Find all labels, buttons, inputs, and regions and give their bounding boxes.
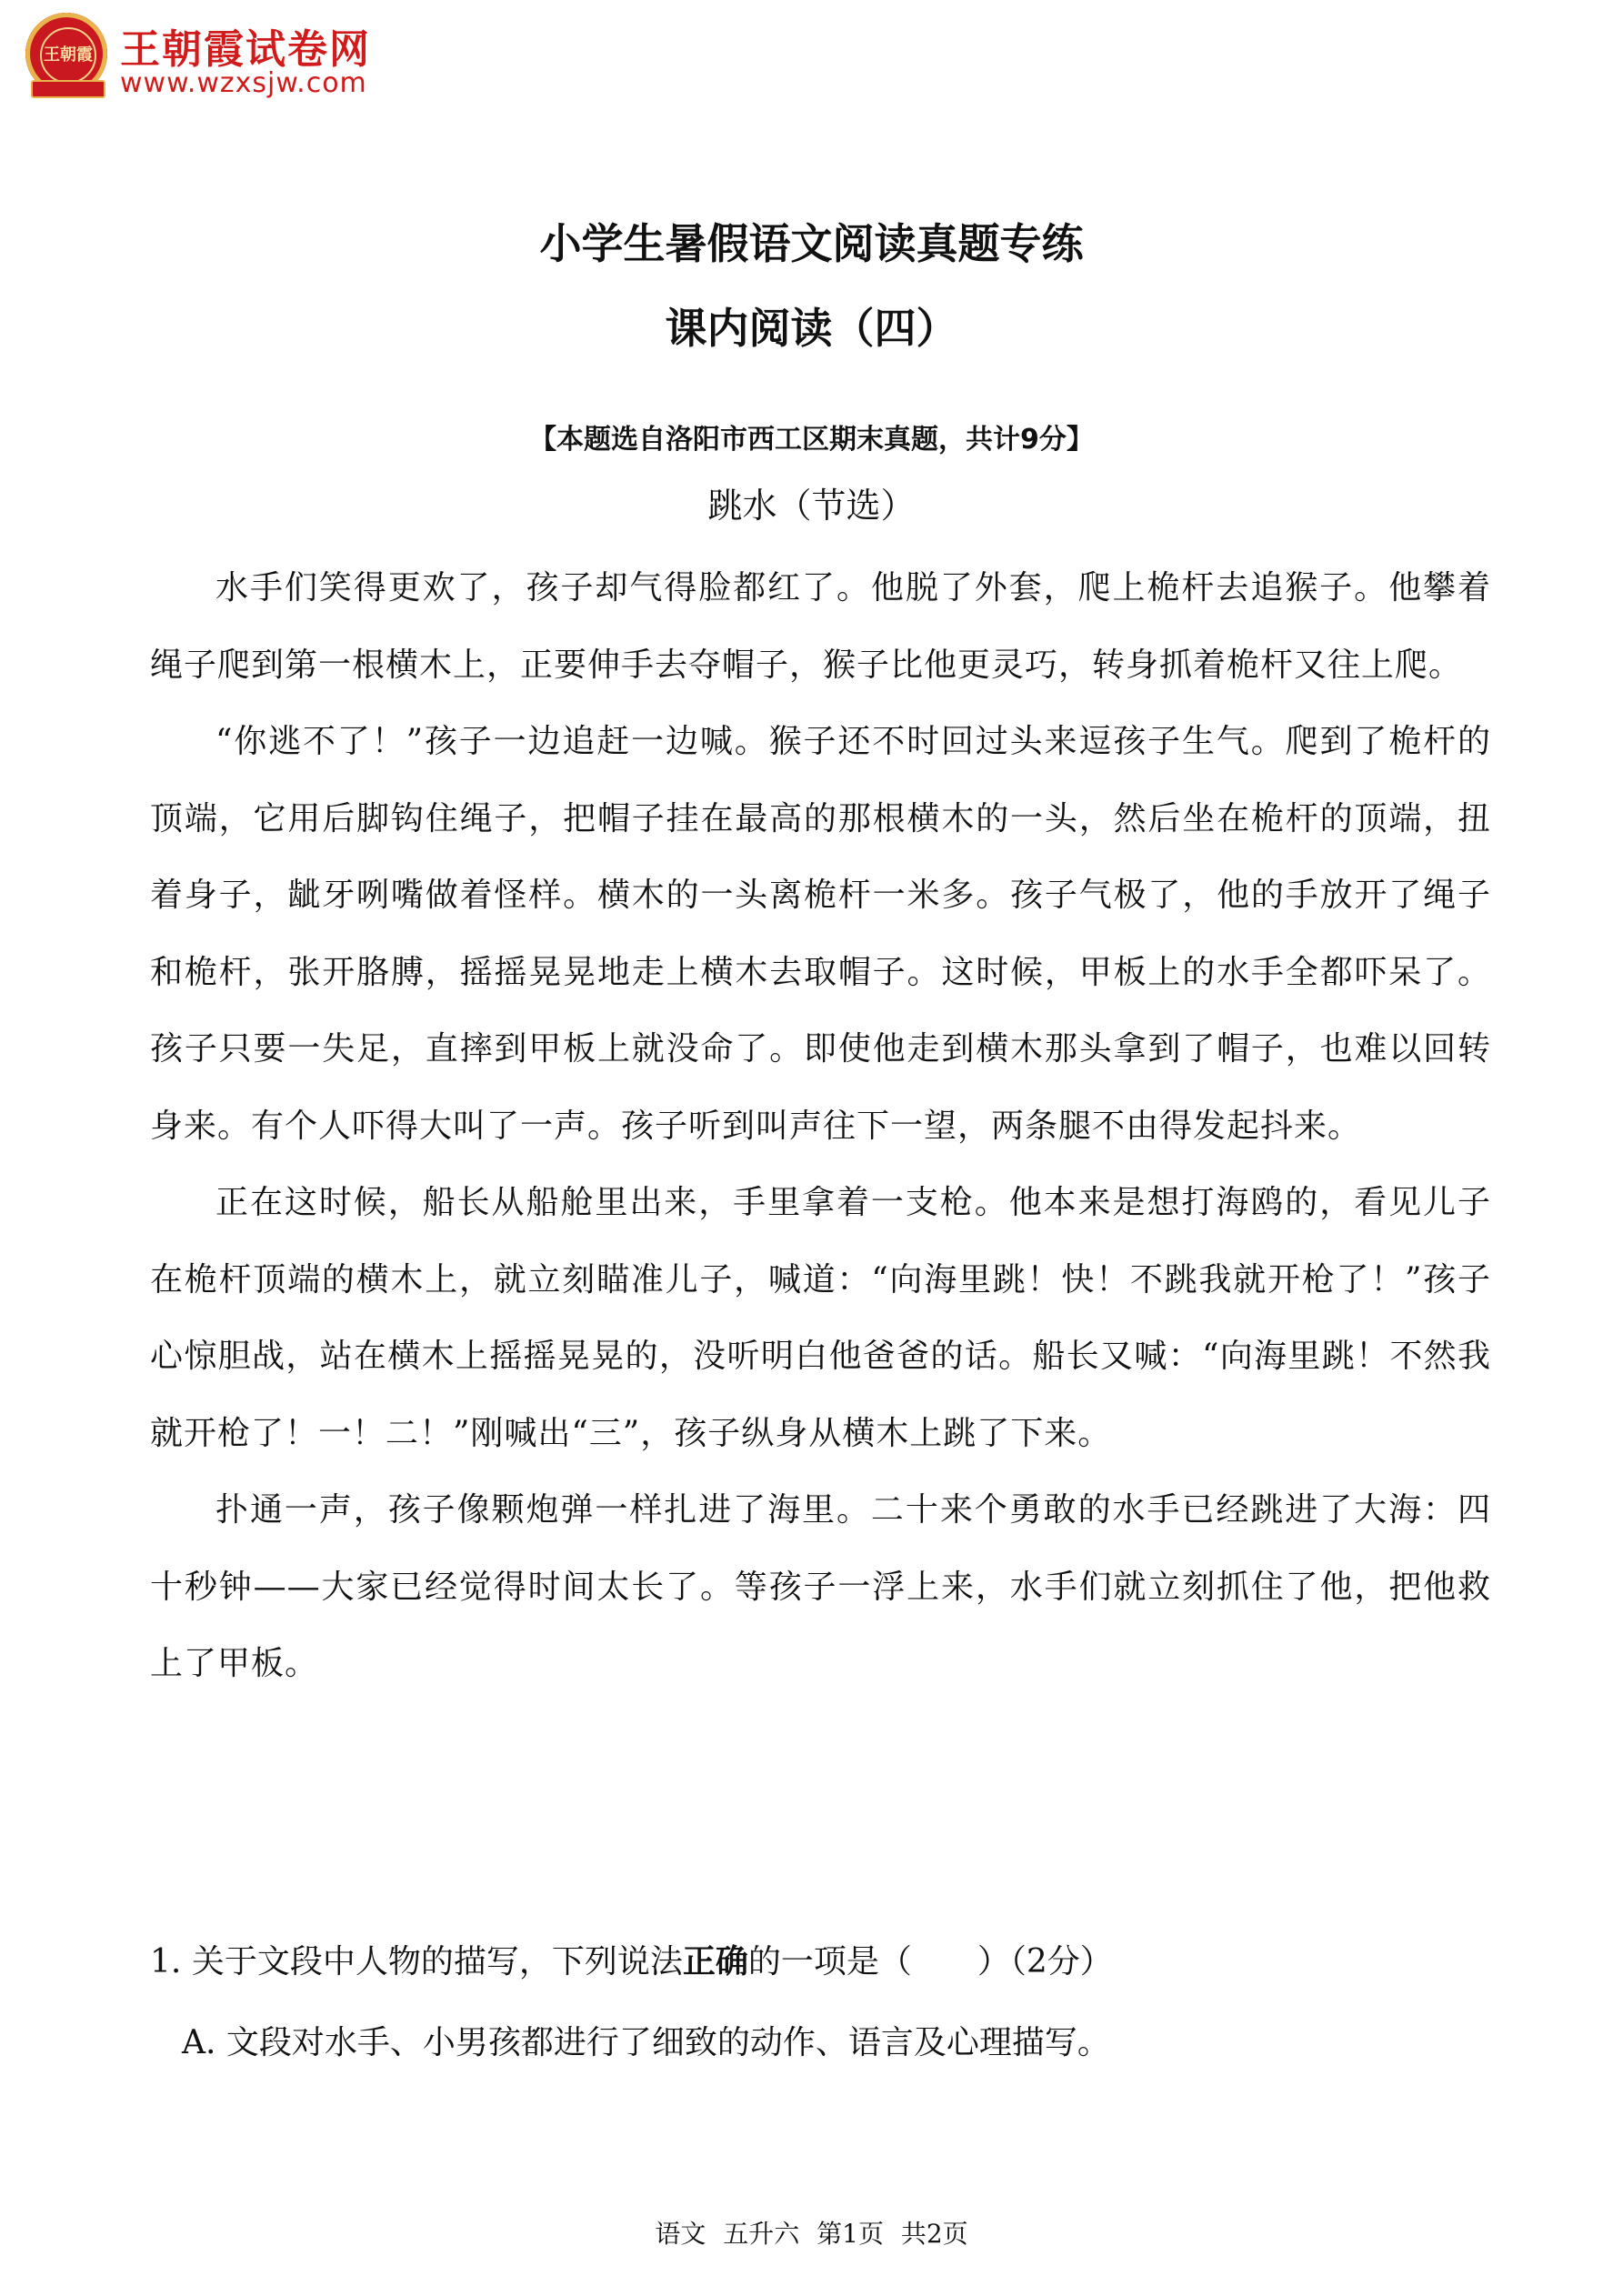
passage-paragraph-2: “你逃不了！”孩子一边追赶一边喊。猴子还不时回过头来逗孩子生气。爬到了桅杆的顶端，它用后脚钩住绳子，把帽子挂在最高的那根横木的一头，然后坐在桅杆的顶端，扭着身子，龇牙咧嘴做着怪样。横木的一头离桅杆一米多。孩子气极了，他的手放开了绳子和桅杆，张开胳膊，摇摇晃晃地走上横木去取帽子。这时候，甲板上的水手全都吓呆了。孩子只要一失足，直摔到甲板上就没命了。即使他走到横木那头拿到了帽子，也难以回转身来。有个人吓得大叫了一声。孩子听到叫声往下一望，两条腿不由得发起抖来。: [150, 723, 1491, 1145]
passage-paragraph-4: 扑通一声，孩子像颗炮弹一样扎进了海里。二十来个勇敢的水手已经跳进了大海：四十秒钟——大家已经觉得时间太长了。等孩子一浮上来，水手们就立刻抓住了他，把他救上了甲板。: [150, 1491, 1491, 1682]
passage-paragraph-1: 水手们笑得更欢了，孩子却气得脸都红了。他脱了外套，爬上桅杆去追猴子。他攀着绳子爬到第一根横木上，正要伸手去夺帽子，猴子比他更灵巧，转身抓着桅杆又往上爬。: [150, 569, 1491, 684]
passage-paragraph-3: 正在这时候，船长从船舱里出来，手里拿着一支枪。他本来是想打海鸥的，看见儿子在桅杆顶端的横木上，就立刻瞄准儿子，喊道：“向海里跳！快！不跳我就开枪了！”孩子心惊胆战，站在横木上摇摇晃晃的，没听明白他爸爸的话。船长又喊：“向海里跳！不然我就开枪了！一！二！”刚喊出“三”，孩子纵身从横木上跳了下来。: [150, 1184, 1491, 1452]
site-url: www.wzxsjw.com: [120, 67, 367, 99]
question-emphasis: 正确: [682, 1942, 748, 1980]
page-footer: 语文 五升六 第1页 共2页: [655, 2219, 968, 2249]
passage-title: 跳水（节选）: [707, 486, 916, 526]
question-text-before: 关于文段中人物的描写，下列说法: [191, 1943, 683, 1980]
question-number: 1.: [150, 1943, 182, 1980]
question-text-after: 的一项是（ ）（2分）: [747, 1943, 1113, 1980]
seal-ribbon: [31, 80, 105, 98]
site-logo: [25, 9, 416, 109]
option-a: A. 文段对水手、小男孩都进行了细致的动作、语言及心理描写。: [182, 2024, 1110, 2061]
seal-text: 王朝霞: [40, 27, 96, 84]
question-1: [150, 1934, 1491, 1990]
site-brand-name: 王朝霞试卷网: [120, 26, 371, 73]
document-subtitle: 课内阅读（四）: [665, 304, 958, 353]
source-note: 【本题选自洛阳市西工区期末真题，共计9分】: [529, 424, 1094, 456]
document-title: 小学生暑假语文阅读真题专练: [539, 219, 1084, 268]
reading-passage: [150, 550, 1491, 1703]
